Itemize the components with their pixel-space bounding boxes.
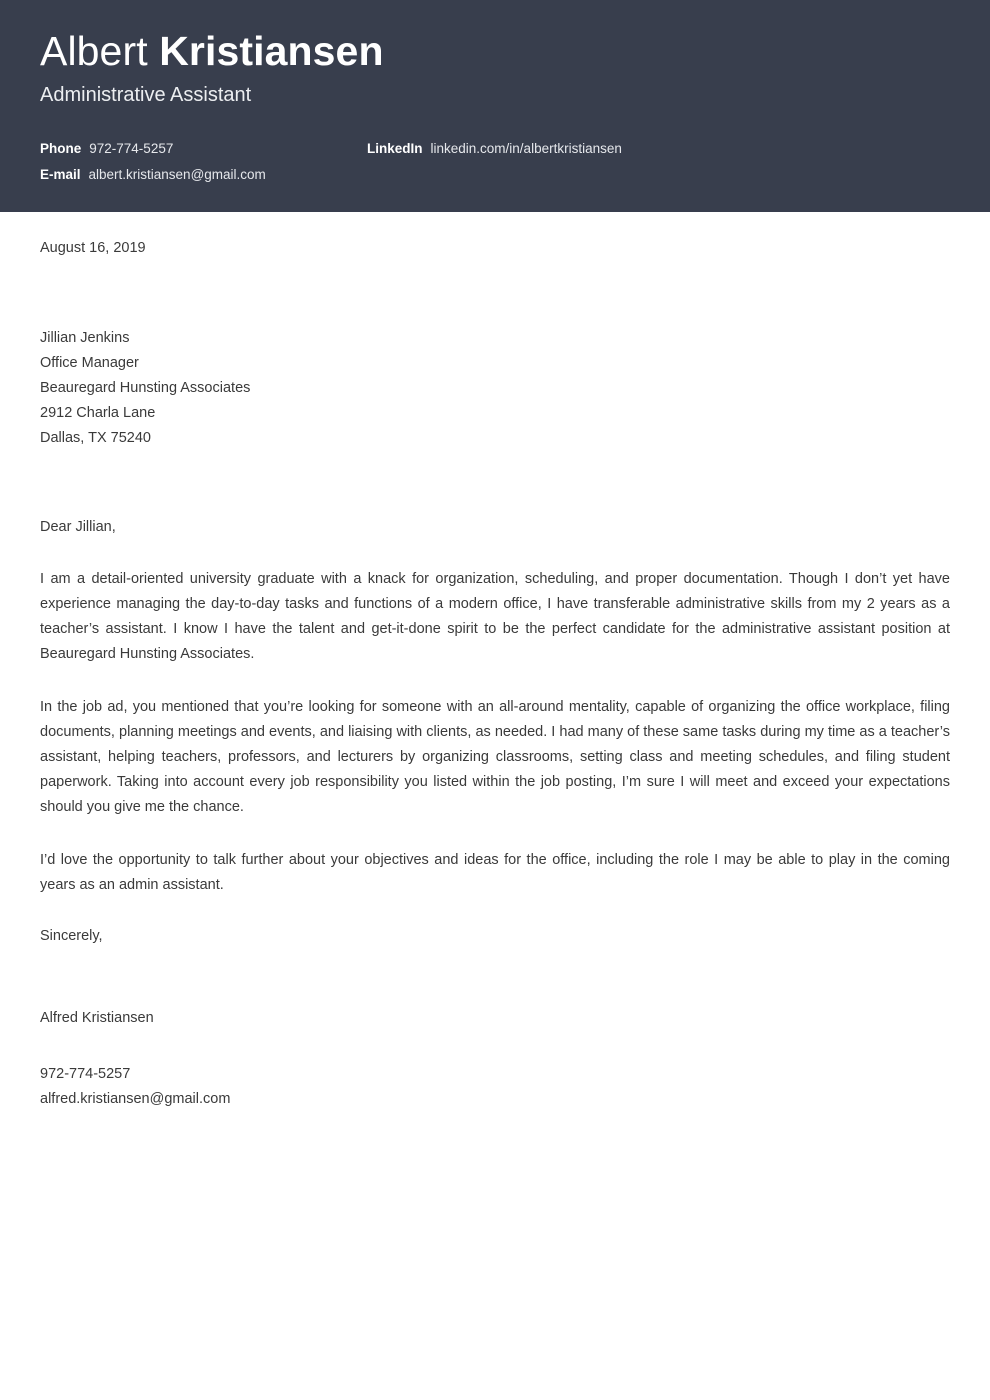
recipient-street: 2912 Charla Lane <box>40 404 156 421</box>
recipient-title: Office Manager <box>40 354 139 371</box>
letter-salutation: Dear Jillian, <box>40 518 116 535</box>
letter-body <box>0 238 990 1112</box>
applicant-name <box>40 30 950 73</box>
letter-closing: Sincerely, <box>40 927 103 944</box>
letter-header <box>0 0 990 212</box>
recipient-city-state-zip: Dallas, TX 75240 <box>40 429 151 446</box>
letter-paragraph-2: In the job ad, you mentioned that you’re looking for someone with an all-around mentality, capable of organizing the office workplace, filing documents, planning meetings and events, and liaising with clients, as needed. I had many of these same tasks during my time as a teacher’s assistant, helping teachers, professors, and lecturers by organizing classrooms, setting class and meeting schedules, and filing student paperwork. Taking into account every job responsibility you listed within the job posting, I’m sure I will meet and exceed your expectations should you give me the chance. <box>40 698 950 815</box>
contact-email-label: E-mail <box>40 167 81 183</box>
contact-details <box>40 141 950 182</box>
contact-linkedin[interactable] <box>367 141 622 156</box>
signature-name: Alfred Kristiansen <box>40 1010 154 1027</box>
recipient-name: Jillian Jenkins <box>40 329 130 346</box>
letter-paragraph-1: I am a detail-oriented university graduate with a knack for organization, scheduling, and proper documentation. Though I don’t yet have experience managing the day-to-day tasks and functions of a modern office, I have transferable administrative skills from my 2 years as a teacher’s assistant. I know I have the talent and get-it-done spirit to be the perfect candidate for the administrative assistant position at Beauregard Hunsting Associates. <box>40 570 950 662</box>
applicant-job-title: Administrative Assistant <box>40 84 252 107</box>
letter-date: August 16, 2019 <box>40 240 146 256</box>
contact-phone-value: 972-774-5257 <box>89 141 174 157</box>
applicant-first-name: Albert <box>40 28 160 74</box>
signature-email[interactable]: alfred.kristiansen@gmail.com <box>40 1091 231 1107</box>
contact-row-secondary <box>40 167 950 182</box>
contact-phone-label: Phone <box>40 141 82 157</box>
signature-contact-block <box>40 1062 950 1112</box>
contact-row-primary <box>40 141 950 156</box>
letter-paragraph-3: I’d love the opportunity to talk further about your objectives and ideas for the office, including the role I may be able to play in the coming years as an admin assistant. <box>40 851 950 893</box>
contact-email[interactable] <box>40 167 367 182</box>
applicant-last-name: Kristiansen <box>159 28 384 74</box>
contact-linkedin-label: LinkedIn <box>367 141 423 157</box>
contact-email-value[interactable]: albert.kristiansen@gmail.com <box>88 167 266 183</box>
recipient-address-block <box>40 326 950 451</box>
contact-phone <box>40 141 367 156</box>
recipient-company: Beauregard Hunsting Associates <box>40 379 251 396</box>
signature-phone: 972-774-5257 <box>40 1066 131 1082</box>
contact-linkedin-value[interactable]: linkedin.com/in/albertkristiansen <box>430 141 622 157</box>
